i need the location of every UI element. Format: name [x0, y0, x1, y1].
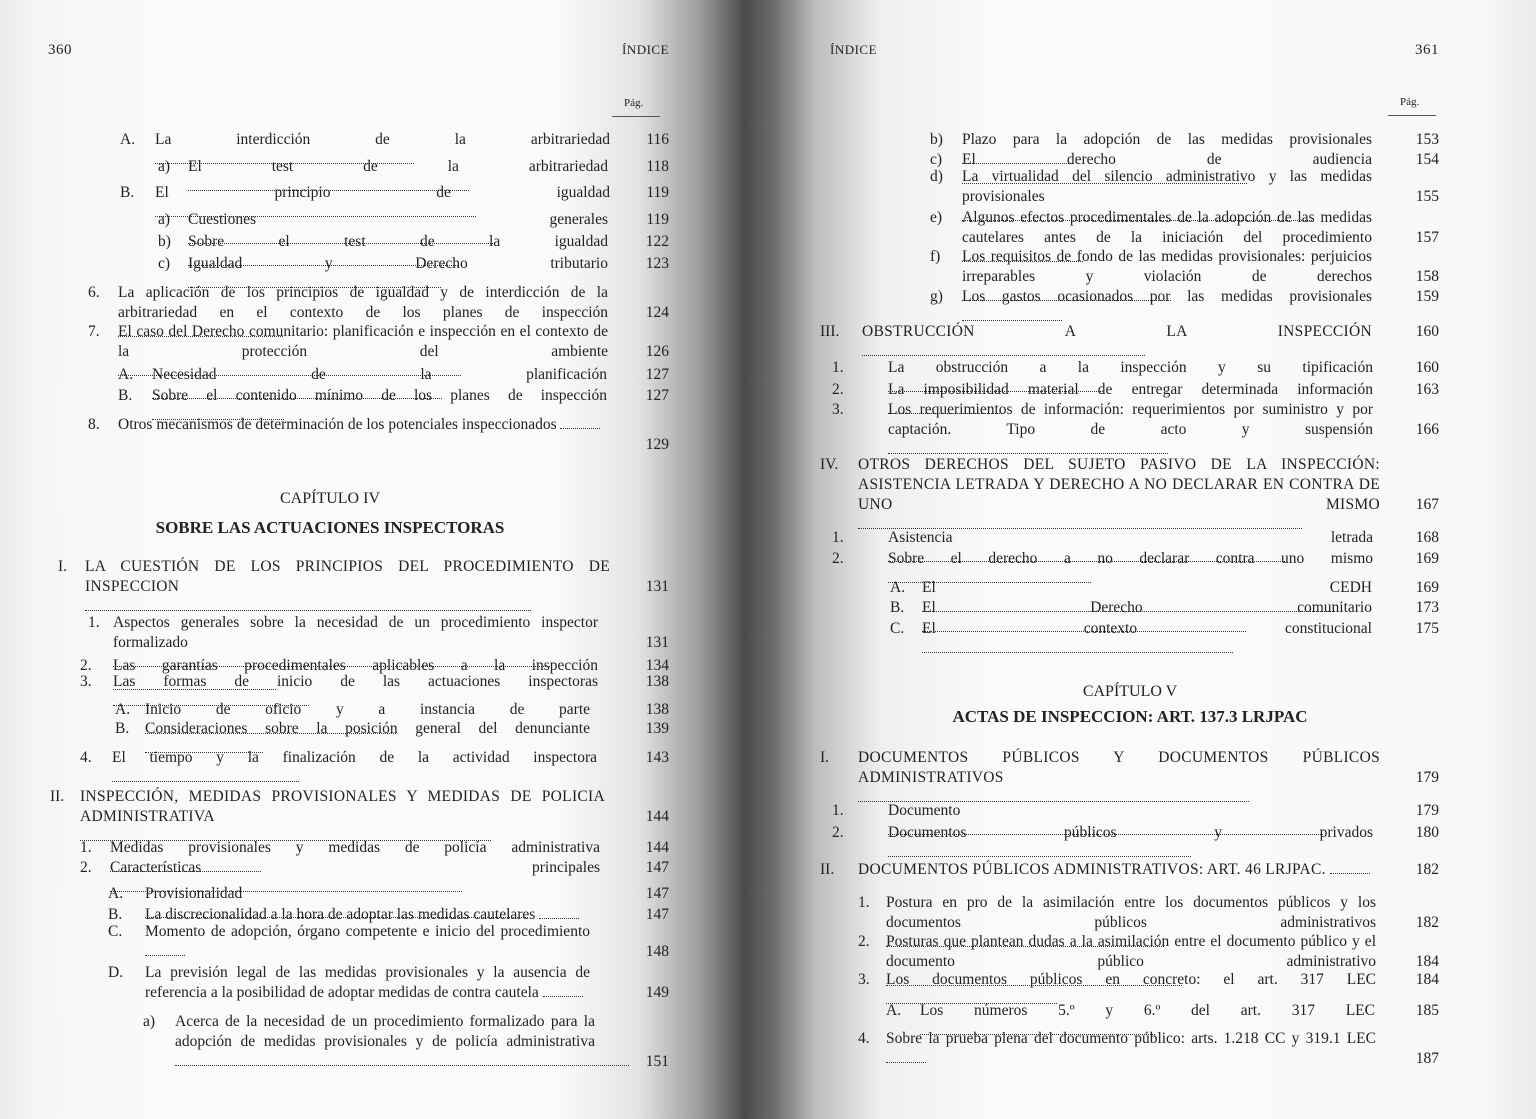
chapter-title: CAPÍTULO V — [1082, 683, 1178, 700]
entry-title: DOCUMENTOS PÚBLICOS Y DOCUMENTOS PÚBLICOS ADMINISTRATIVOS — [858, 748, 1380, 808]
entry-page-number: 184 — [1415, 953, 1439, 970]
entry-title: Sobre el contenido mínimo de los planes de inspección — [152, 386, 607, 426]
entry-title: Plazo para la adopción de las medidas provisionales — [962, 130, 1372, 170]
pag-label: Pág. — [624, 97, 644, 109]
running-head: ÍNDICE — [622, 42, 670, 57]
entry-label: 8. — [88, 416, 100, 433]
entry-page-number: 124 — [645, 304, 669, 321]
entry-title: El contexto constitucional — [922, 619, 1372, 659]
entry-title: El tiempo y la finalización de la actividad inspectora — [112, 748, 597, 788]
entry-title: Los gastos ocasionados por las medidas provisionales — [962, 287, 1372, 327]
entry-page-number: 169 — [1415, 579, 1439, 596]
entry-title: DOCUMENTOS PÚBLICOS ADMINISTRATIVOS: ART. 46 LRJPAC. — [858, 860, 1373, 880]
entry-label: 2. — [80, 657, 92, 674]
pag-rule — [612, 116, 660, 117]
entry-label: b) — [158, 233, 171, 250]
entry-label: 1. — [832, 529, 844, 546]
leader-dots — [1330, 873, 1370, 874]
entry-page-number: 187 — [1415, 1050, 1439, 1067]
entry-label: B. — [115, 720, 130, 737]
entry-label: 1. — [832, 359, 844, 376]
entry-title: Características principales — [110, 858, 600, 898]
page-number: 361 — [1415, 42, 1439, 58]
entry-title: Documentos públicos y privados — [888, 823, 1373, 863]
page-number: 360 — [48, 42, 72, 58]
entry-label: B. — [120, 184, 135, 201]
entry-page-number: 155 — [1415, 188, 1439, 205]
entry-title: Acerca de la necesidad de un procedimiento formalizado para la adopción de medidas provisionales y de policía administrativa — [175, 1012, 595, 1072]
entry-label: A. — [886, 1002, 902, 1019]
entry-title: La imposibilidad material de entregar determinada información — [888, 380, 1373, 420]
entry-page-number: 123 — [645, 255, 669, 272]
entry-title: La interdicción de la arbitrariedad — [155, 130, 610, 170]
entry-title: Cuestiones generales — [188, 210, 608, 250]
entry-page-number: 144 — [645, 839, 669, 856]
entry-page-number: 131 — [645, 578, 669, 595]
entry-page-number: 180 — [1415, 824, 1439, 841]
entry-label: B. — [118, 387, 133, 404]
entry-label: A. — [120, 131, 136, 148]
entry-label: 2. — [832, 824, 844, 841]
entry-label: 1. — [88, 614, 100, 631]
entry-page-number: 157 — [1415, 229, 1439, 246]
entry-label: A. — [108, 885, 124, 902]
entry-label: 3. — [80, 673, 92, 690]
entry-page-number: 182 — [1415, 861, 1439, 878]
entry-label: III. — [820, 323, 840, 340]
entry-title: Los requerimientos de información: requerimientos por suministro y por captación. Tipo de acto y suspensión — [888, 400, 1373, 460]
entry-label: 2. — [858, 933, 870, 950]
entry-page-number: 163 — [1415, 381, 1439, 398]
entry-title: OTROS DERECHOS DEL SUJETO PASIVO DE LA INSPECCIÓN: ASISTENCIA LETRADA Y DERECHO A NO DECLARAR EN CONTRA DE UNO MISMO — [858, 455, 1380, 535]
entry-title: Momento de adopción, órgano competente e inicio del procedimiento — [145, 922, 590, 962]
entry-title: Sobre la prueba plena del documento público: arts. 1.218 CC y 319.1 LEC — [886, 1029, 1376, 1069]
entry-label: A. — [115, 701, 131, 718]
chapter-subtitle: ACTAS DE INSPECCION: ART. 137.3 LRJPAC — [952, 707, 1308, 726]
entry-page-number: 138 — [645, 701, 669, 718]
entry-label: 3. — [832, 401, 844, 418]
entry-page-number: 159 — [1415, 288, 1439, 305]
entry-label: II. — [50, 788, 65, 805]
entry-page-number: 149 — [645, 984, 669, 1001]
entry-title: Igualdad y Derecho tributario — [188, 254, 608, 294]
leader-dots — [560, 428, 600, 429]
entry-label: 6. — [88, 284, 100, 301]
leader-dots — [112, 781, 299, 782]
entry-page-number: 160 — [1415, 323, 1439, 340]
entry-label: d) — [930, 168, 943, 185]
entry-title: Los requisitos de fondo de las medidas provisionales: perjuicios irreparables y violación de derechos — [962, 247, 1372, 307]
entry-page-number: 116 — [646, 131, 669, 148]
chapter-title: CAPÍTULO IV — [280, 490, 380, 507]
entry-page-number: 138 — [645, 673, 669, 690]
entry-title: Medidas provisionales y medidas de policía administrativa — [110, 838, 600, 878]
entry-page-number: 129 — [645, 436, 669, 453]
entry-title: INSPECCIÓN, MEDIDAS PROVISIONALES Y MEDIDAS DE POLICIA ADMINISTRATIVA — [80, 787, 605, 847]
entry-page-number: 184 — [1415, 971, 1439, 988]
right-page — [790, 0, 1536, 1119]
entry-page-number: 131 — [645, 634, 669, 651]
entry-label: c) — [930, 151, 943, 168]
entry-label: B. — [108, 906, 123, 923]
leader-dots — [862, 355, 1145, 356]
entry-label: 1. — [858, 894, 870, 911]
entry-label: C. — [108, 923, 123, 940]
entry-title: Provisionalidad — [145, 884, 590, 924]
entry-label: 1. — [80, 839, 92, 856]
entry-page-number: 122 — [645, 233, 669, 250]
entry-title: Sobre el derecho a no declarar contra uno mismo — [888, 549, 1373, 589]
entry-label: A. — [890, 579, 906, 596]
left-page — [0, 0, 740, 1119]
leader-dots — [543, 996, 583, 997]
entry-label: IV. — [820, 456, 839, 473]
entry-label: 2. — [832, 381, 844, 398]
leader-dots — [886, 1062, 926, 1063]
entry-page-number: 147 — [645, 859, 669, 876]
entry-title: Otros mecanismos de determinación de los potenciales inspeccionados — [118, 415, 608, 435]
entry-label: a) — [158, 158, 171, 175]
entry-page-number: 166 — [1415, 421, 1439, 438]
leader-dots — [145, 955, 185, 956]
entry-label: I. — [58, 558, 68, 575]
entry-title: Documento — [888, 801, 1373, 841]
pag-label: Pág. — [1400, 96, 1420, 108]
entry-page-number: 185 — [1415, 1002, 1439, 1019]
entry-label: e) — [930, 209, 943, 226]
entry-title: El Derecho comunitario — [922, 598, 1372, 638]
entry-title: El CEDH — [922, 578, 1372, 618]
entry-label: 2. — [80, 859, 92, 876]
entry-page-number: 182 — [1415, 914, 1439, 931]
entry-page-number: 151 — [645, 1053, 669, 1070]
entry-page-number: 158 — [1415, 268, 1439, 285]
entry-title: Las formas de inicio de las actuaciones inspectoras — [113, 672, 598, 712]
leader-dots — [539, 918, 579, 919]
entry-title: LA CUESTIÓN DE LOS PRINCIPIOS DEL PROCEDIMIENTO DE INSPECCION — [85, 557, 610, 617]
entry-title: Consideraciones sobre la posición general del denunciante — [145, 719, 590, 759]
entry-label: f) — [930, 248, 941, 265]
entry-title: La previsión legal de las medidas provisionales y la ausencia de referencia a la posibilidad de adoptar medidas de contra cautela — [145, 964, 590, 1001]
leader-dots — [888, 856, 1191, 857]
entry-label: 1. — [832, 802, 844, 819]
leader-dots — [962, 320, 1062, 321]
entry-page-number: 127 — [645, 387, 669, 404]
leader-dots — [175, 1065, 629, 1066]
entry-title: Asistencia letrada — [888, 528, 1373, 568]
entry-title: La virtualidad del silencio administrativo y las medidas provisionales — [962, 167, 1372, 227]
entry-label: I. — [820, 749, 830, 766]
entry-page-number: 147 — [645, 906, 669, 923]
entry-label: 4. — [80, 749, 92, 766]
pag-rule — [1388, 115, 1436, 116]
entry-label: 2. — [832, 550, 844, 567]
entry-page-number: 139 — [645, 720, 669, 737]
leader-dots — [888, 453, 1168, 454]
entry-page-number: 179 — [1415, 802, 1439, 819]
entry-page-number: 148 — [645, 943, 669, 960]
entry-title: Necesidad de la planificación — [152, 365, 607, 405]
entry-title: La aplicación de los principios de igualdad y de interdicción de la arbitrariedad en el contexto de los planes de inspección — [118, 283, 608, 343]
entry-label: a) — [158, 211, 171, 228]
entry-label: B. — [890, 599, 905, 616]
entry-page-number: 169 — [1415, 550, 1439, 567]
entry-title: Las garantías procedimentales aplicables a la inspección — [113, 656, 598, 696]
running-head: ÍNDICE — [830, 42, 878, 57]
entry-label: b) — [930, 131, 943, 148]
entry-page-number: 118 — [646, 158, 669, 175]
entry-title: La discrecionalidad a la hora de adoptar las medidas cautelares — [145, 905, 590, 925]
entry-label: C. — [890, 620, 905, 637]
entry-page-number: 134 — [645, 657, 669, 674]
entry-title: Algunos efectos procedimentales de la adopción de las medidas cautelares antes de la iniciación del procedimiento — [962, 208, 1372, 268]
entry-title: Aspectos generales sobre la necesidad de un procedimiento inspector formalizado — [113, 613, 598, 673]
entry-title: Postura en pro de la asimilación entre los documentos públicos y los documentos públicos administrativos — [886, 893, 1376, 953]
entry-page-number: 175 — [1415, 620, 1439, 637]
entry-label: D. — [108, 964, 124, 981]
entry-page-number: 160 — [1415, 359, 1439, 376]
entry-label: A. — [118, 366, 134, 383]
entry-page-number: 144 — [645, 808, 669, 825]
entry-title: El test de la arbitrariedad — [188, 157, 608, 197]
entry-title: Sobre el test de la igualdad — [188, 232, 608, 272]
entry-page-number: 119 — [646, 211, 669, 228]
leader-dots — [922, 652, 1233, 653]
entry-title: El caso del Derecho comunitario: planificación e inspección en el contexto de la protección del ambiente — [118, 322, 608, 382]
entry-title: El derecho de audiencia — [962, 150, 1372, 190]
entry-title: La obstrucción a la inspección y su tipificación — [888, 358, 1373, 398]
entry-title: Los documentos públicos en concreto: el art. 317 LEC — [886, 970, 1376, 1010]
entry-title: El principio de igualdad — [155, 183, 610, 223]
entry-page-number: 168 — [1415, 529, 1439, 546]
entry-label: c) — [158, 255, 171, 272]
entry-page-number: 154 — [1415, 151, 1439, 168]
entry-page-number: 143 — [645, 749, 669, 766]
entry-page-number: 127 — [645, 366, 669, 383]
entry-page-number: 126 — [645, 343, 669, 360]
entry-label: a) — [143, 1013, 156, 1030]
entry-title: Inicio de oficio y a instancia de parte — [145, 700, 590, 740]
entry-label: g) — [930, 288, 943, 305]
entry-page-number: 179 — [1415, 769, 1439, 786]
entry-page-number: 147 — [645, 885, 669, 902]
entry-page-number: 167 — [1415, 496, 1439, 513]
entry-label: 4. — [858, 1030, 870, 1047]
entry-page-number: 119 — [646, 184, 669, 201]
entry-label: 3. — [858, 971, 870, 988]
chapter-subtitle: SOBRE LAS ACTUACIONES INSPECTORAS — [155, 518, 505, 537]
entry-title: Los números 5.º y 6.º del art. 317 LEC — [920, 1001, 1375, 1041]
leader-dots — [85, 610, 531, 611]
entry-title: Posturas que plantean dudas a la asimilación entre el documento público y el documento público administrativo — [886, 932, 1376, 992]
entry-page-number: 153 — [1415, 131, 1439, 148]
entry-label: 7. — [88, 323, 100, 340]
entry-title: OBSTRUCCIÓN A LA INSPECCIÓN — [862, 322, 1372, 362]
entry-page-number: 173 — [1415, 599, 1439, 616]
entry-label: II. — [820, 861, 835, 878]
